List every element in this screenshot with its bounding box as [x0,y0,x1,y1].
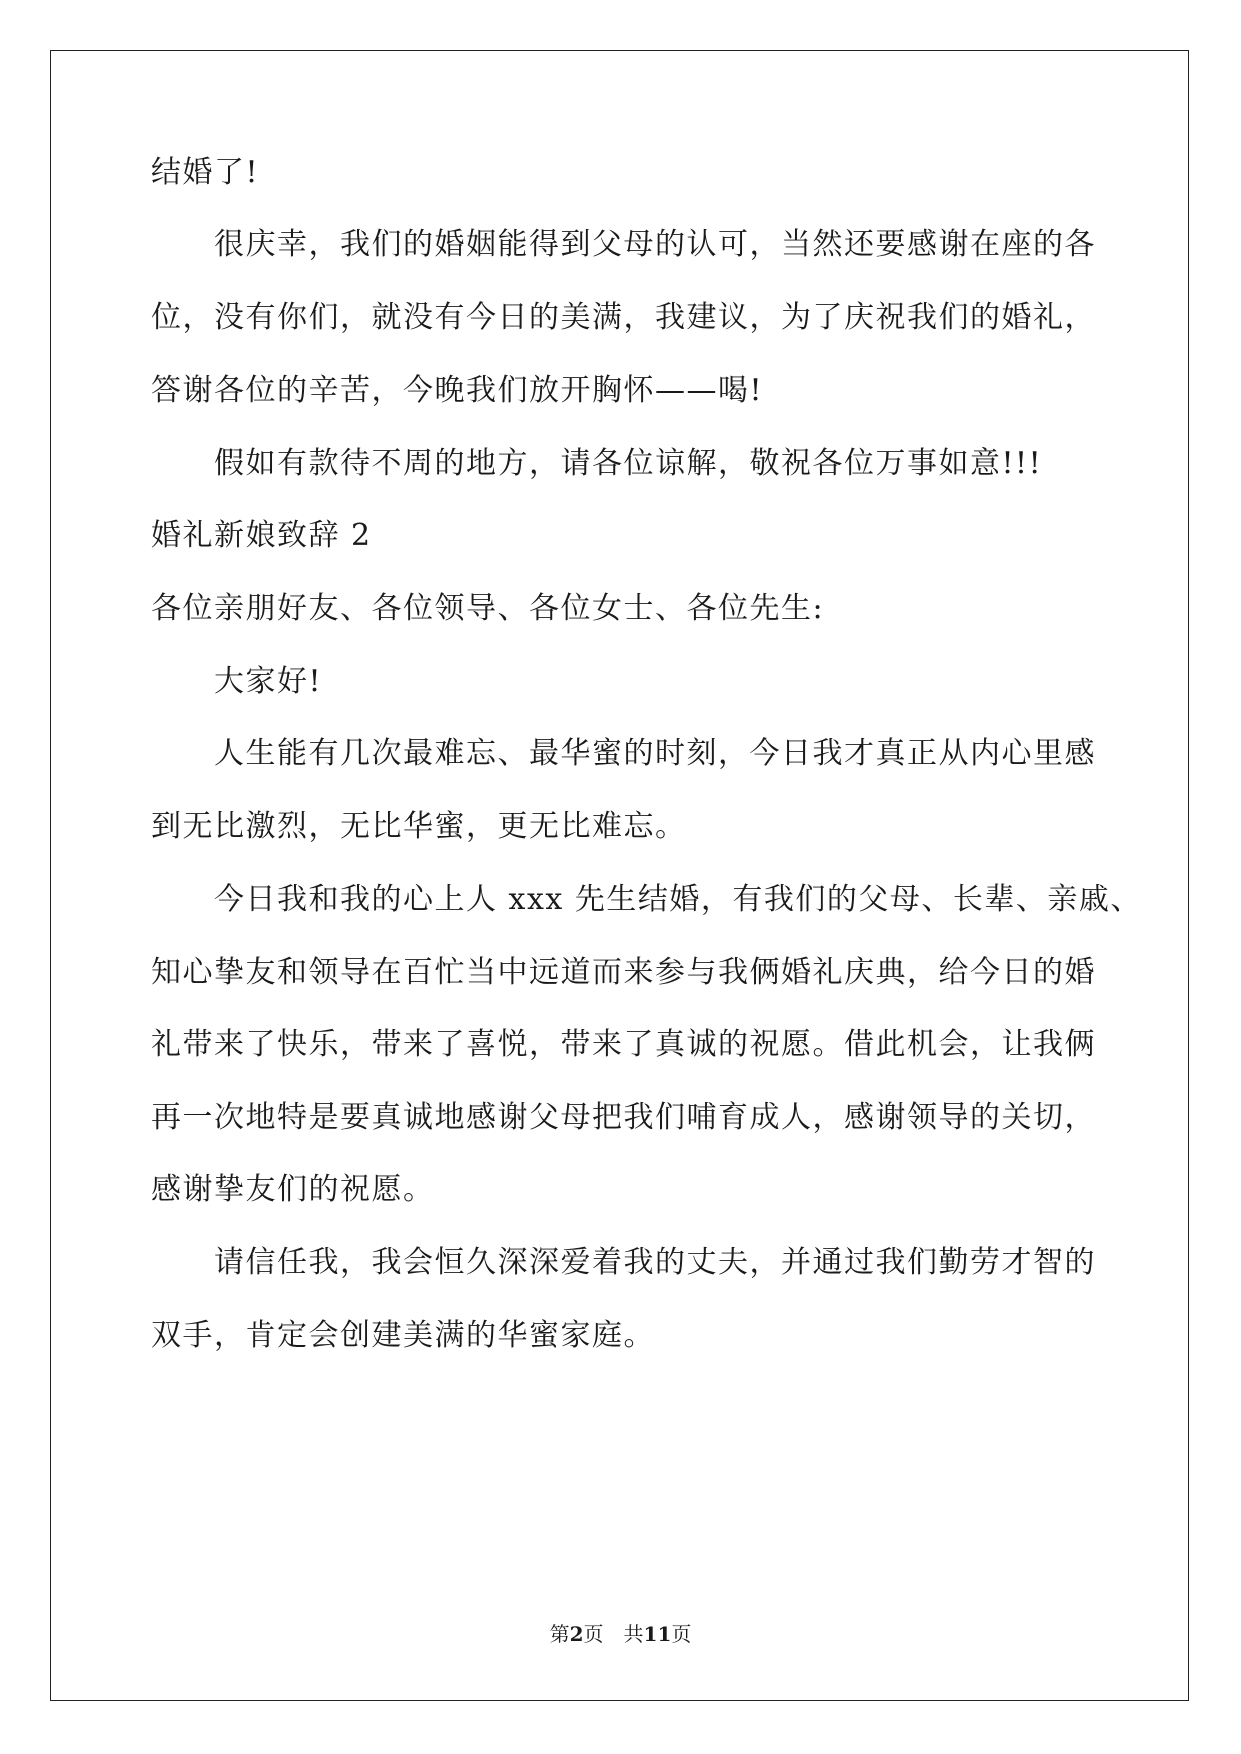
text-line: 位，没有你们，就没有今日的美满，我建议，为了庆祝我们的婚礼， [151,300,1096,335]
text-line: 到无比激烈，无比华蜜，更无比难忘。 [151,809,687,844]
text-line: 今日我和我的心上人 xxx 先生结婚，有我们的父母、长辈、亲戚、 [214,882,1142,917]
salutation: 各位亲朋好友、各位领导、各位女士、各位先生: [151,591,825,626]
footer-prefix: 第 [549,1622,570,1646]
text-line: 答谢各位的辛苦，今晚我们放开胸怀——喝! [151,373,764,408]
text-line: 假如有款待不周的地方，请各位谅解，敬祝各位万事如意!!! [214,446,1043,481]
text-line: 结婚了! [151,155,260,190]
page-footer [0,1622,1241,1646]
text-line: 很庆幸，我们的婚姻能得到父母的认可，当然还要感谢在座的各 [214,227,1096,262]
text-line: 请信任我，我会恒久深深爱着我的丈夫，并通过我们勤劳才智的 [214,1245,1096,1280]
total-pages-number: 11 [643,1622,672,1646]
text-line: 人生能有几次最难忘、最华蜜的时刻，今日我才真正从内心里感 [214,736,1096,771]
current-page-number: 2 [569,1622,584,1646]
text-line: 双手，肯定会创建美满的华蜜家庭。 [151,1318,655,1353]
footer-mid: 页 共 [583,1622,644,1646]
text-line: 再一次地特是要真诚地感谢父母把我们哺育成人，感谢领导的关切， [151,1100,1096,1135]
text-line: 礼带来了快乐，带来了喜悦，带来了真诚的祝愿。借此机会，让我俩 [151,1027,1096,1062]
greeting: 大家好! [214,664,323,699]
footer-suffix: 页 [671,1622,692,1646]
section-heading: 婚礼新娘致辞 2 [151,518,372,553]
text-line: 感谢挚友们的祝愿。 [151,1172,435,1207]
text-line: 知心挚友和领导在百忙当中远道而来参与我俩婚礼庆典，给今日的婚 [151,955,1096,990]
